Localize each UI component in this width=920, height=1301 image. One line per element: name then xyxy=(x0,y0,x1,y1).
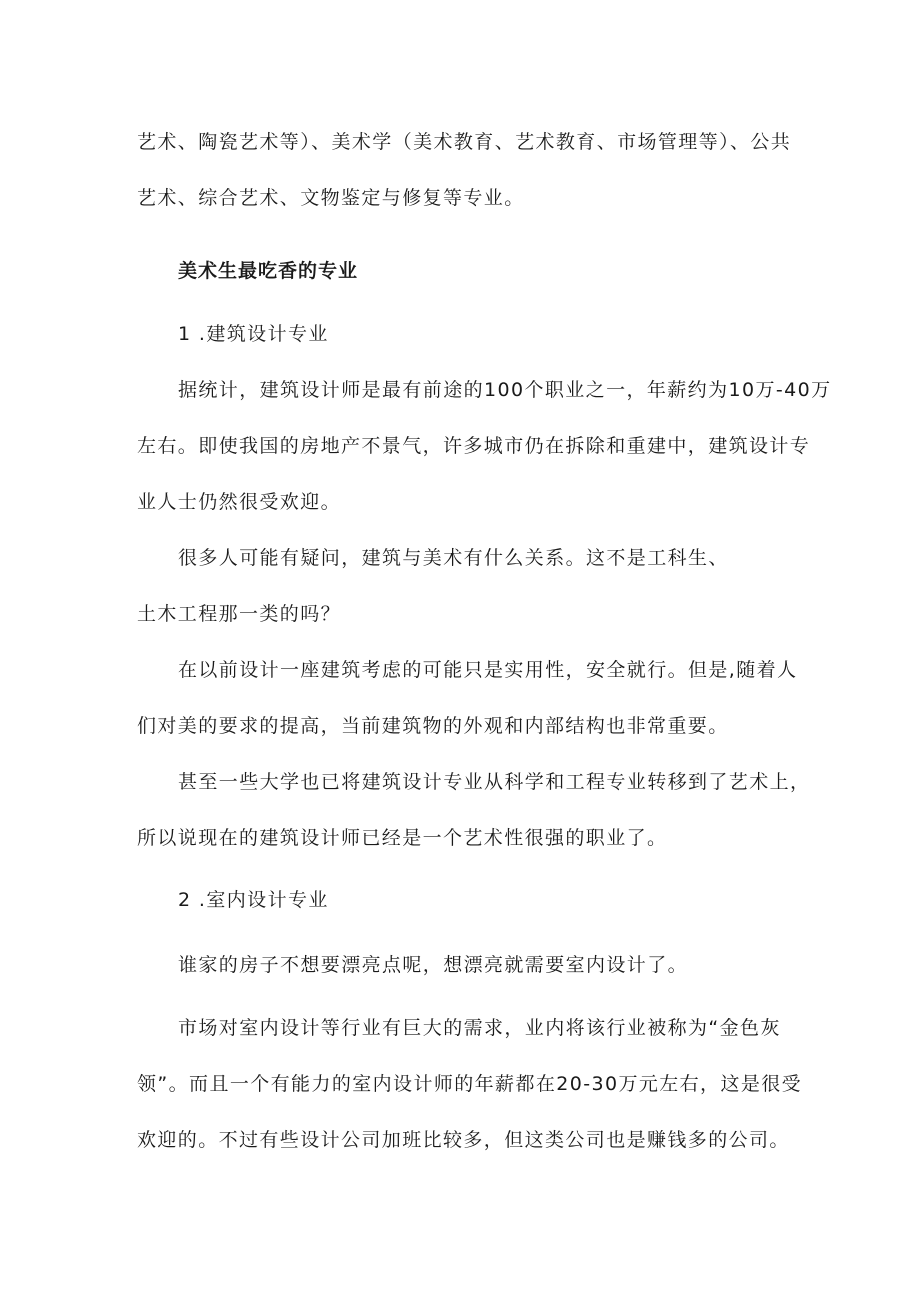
text-line-12: 甚至一些大学也已将建筑设计专业从科学和工程专业转移到了艺术上， xyxy=(178,771,811,793)
section-heading: 美术生最吃香的专业 xyxy=(178,260,359,282)
text-line-11: 们对美的要求的提高，当前建筑物的外观和内部结构也非常重要。 xyxy=(137,715,729,737)
subheading-1: 1 .建筑设计专业 xyxy=(178,323,329,345)
text-line-9: 土木工程那一类的吗？ xyxy=(137,603,342,625)
text-line-5: 据统计，建筑设计师是最有前途的100个职业之一，年薪约为10万-40万 xyxy=(178,379,832,401)
subheading-2: 2 .室内设计专业 xyxy=(178,889,329,911)
text-line-10: 在以前设计一座建筑考虑的可能只是实用性，安全就行。但是,随着人 xyxy=(178,659,798,681)
text-line-7: 业人士仍然很受欢迎。 xyxy=(137,491,342,513)
text-line-15: 谁家的房子不想要漂亮点呢，想漂亮就需要室内设计了。 xyxy=(178,954,689,976)
text-line-6: 左右。即使我国的房地产不景气，许多城市仍在拆除和重建中，建筑设计专 xyxy=(137,435,811,457)
text-line-17: 领”。而且一个有能力的室内设计师的年薪都在20-30万元左右，这是很受 xyxy=(137,1073,803,1095)
text-line-13: 所以说现在的建筑设计师已经是一个艺术性很强的职业了。 xyxy=(137,827,668,849)
text-line-16: 市场对室内设计等行业有巨大的需求，业内将该行业被称为“金色灰 xyxy=(178,1017,781,1039)
text-line-8: 很多人可能有疑问，建筑与美术有什么关系。这不是工科生、 xyxy=(178,547,729,569)
text-line-2: 艺术、综合艺术、文物鉴定与修复等专业。 xyxy=(137,187,525,209)
text-line-1: 艺术、陶瓷艺术等）、美术学（美术教育、艺术教育、市场管理等）、公共 xyxy=(137,131,792,153)
text-line-18: 欢迎的。不过有些设计公司加班比较多，但这类公司也是赚钱多的公司。 xyxy=(137,1129,790,1151)
